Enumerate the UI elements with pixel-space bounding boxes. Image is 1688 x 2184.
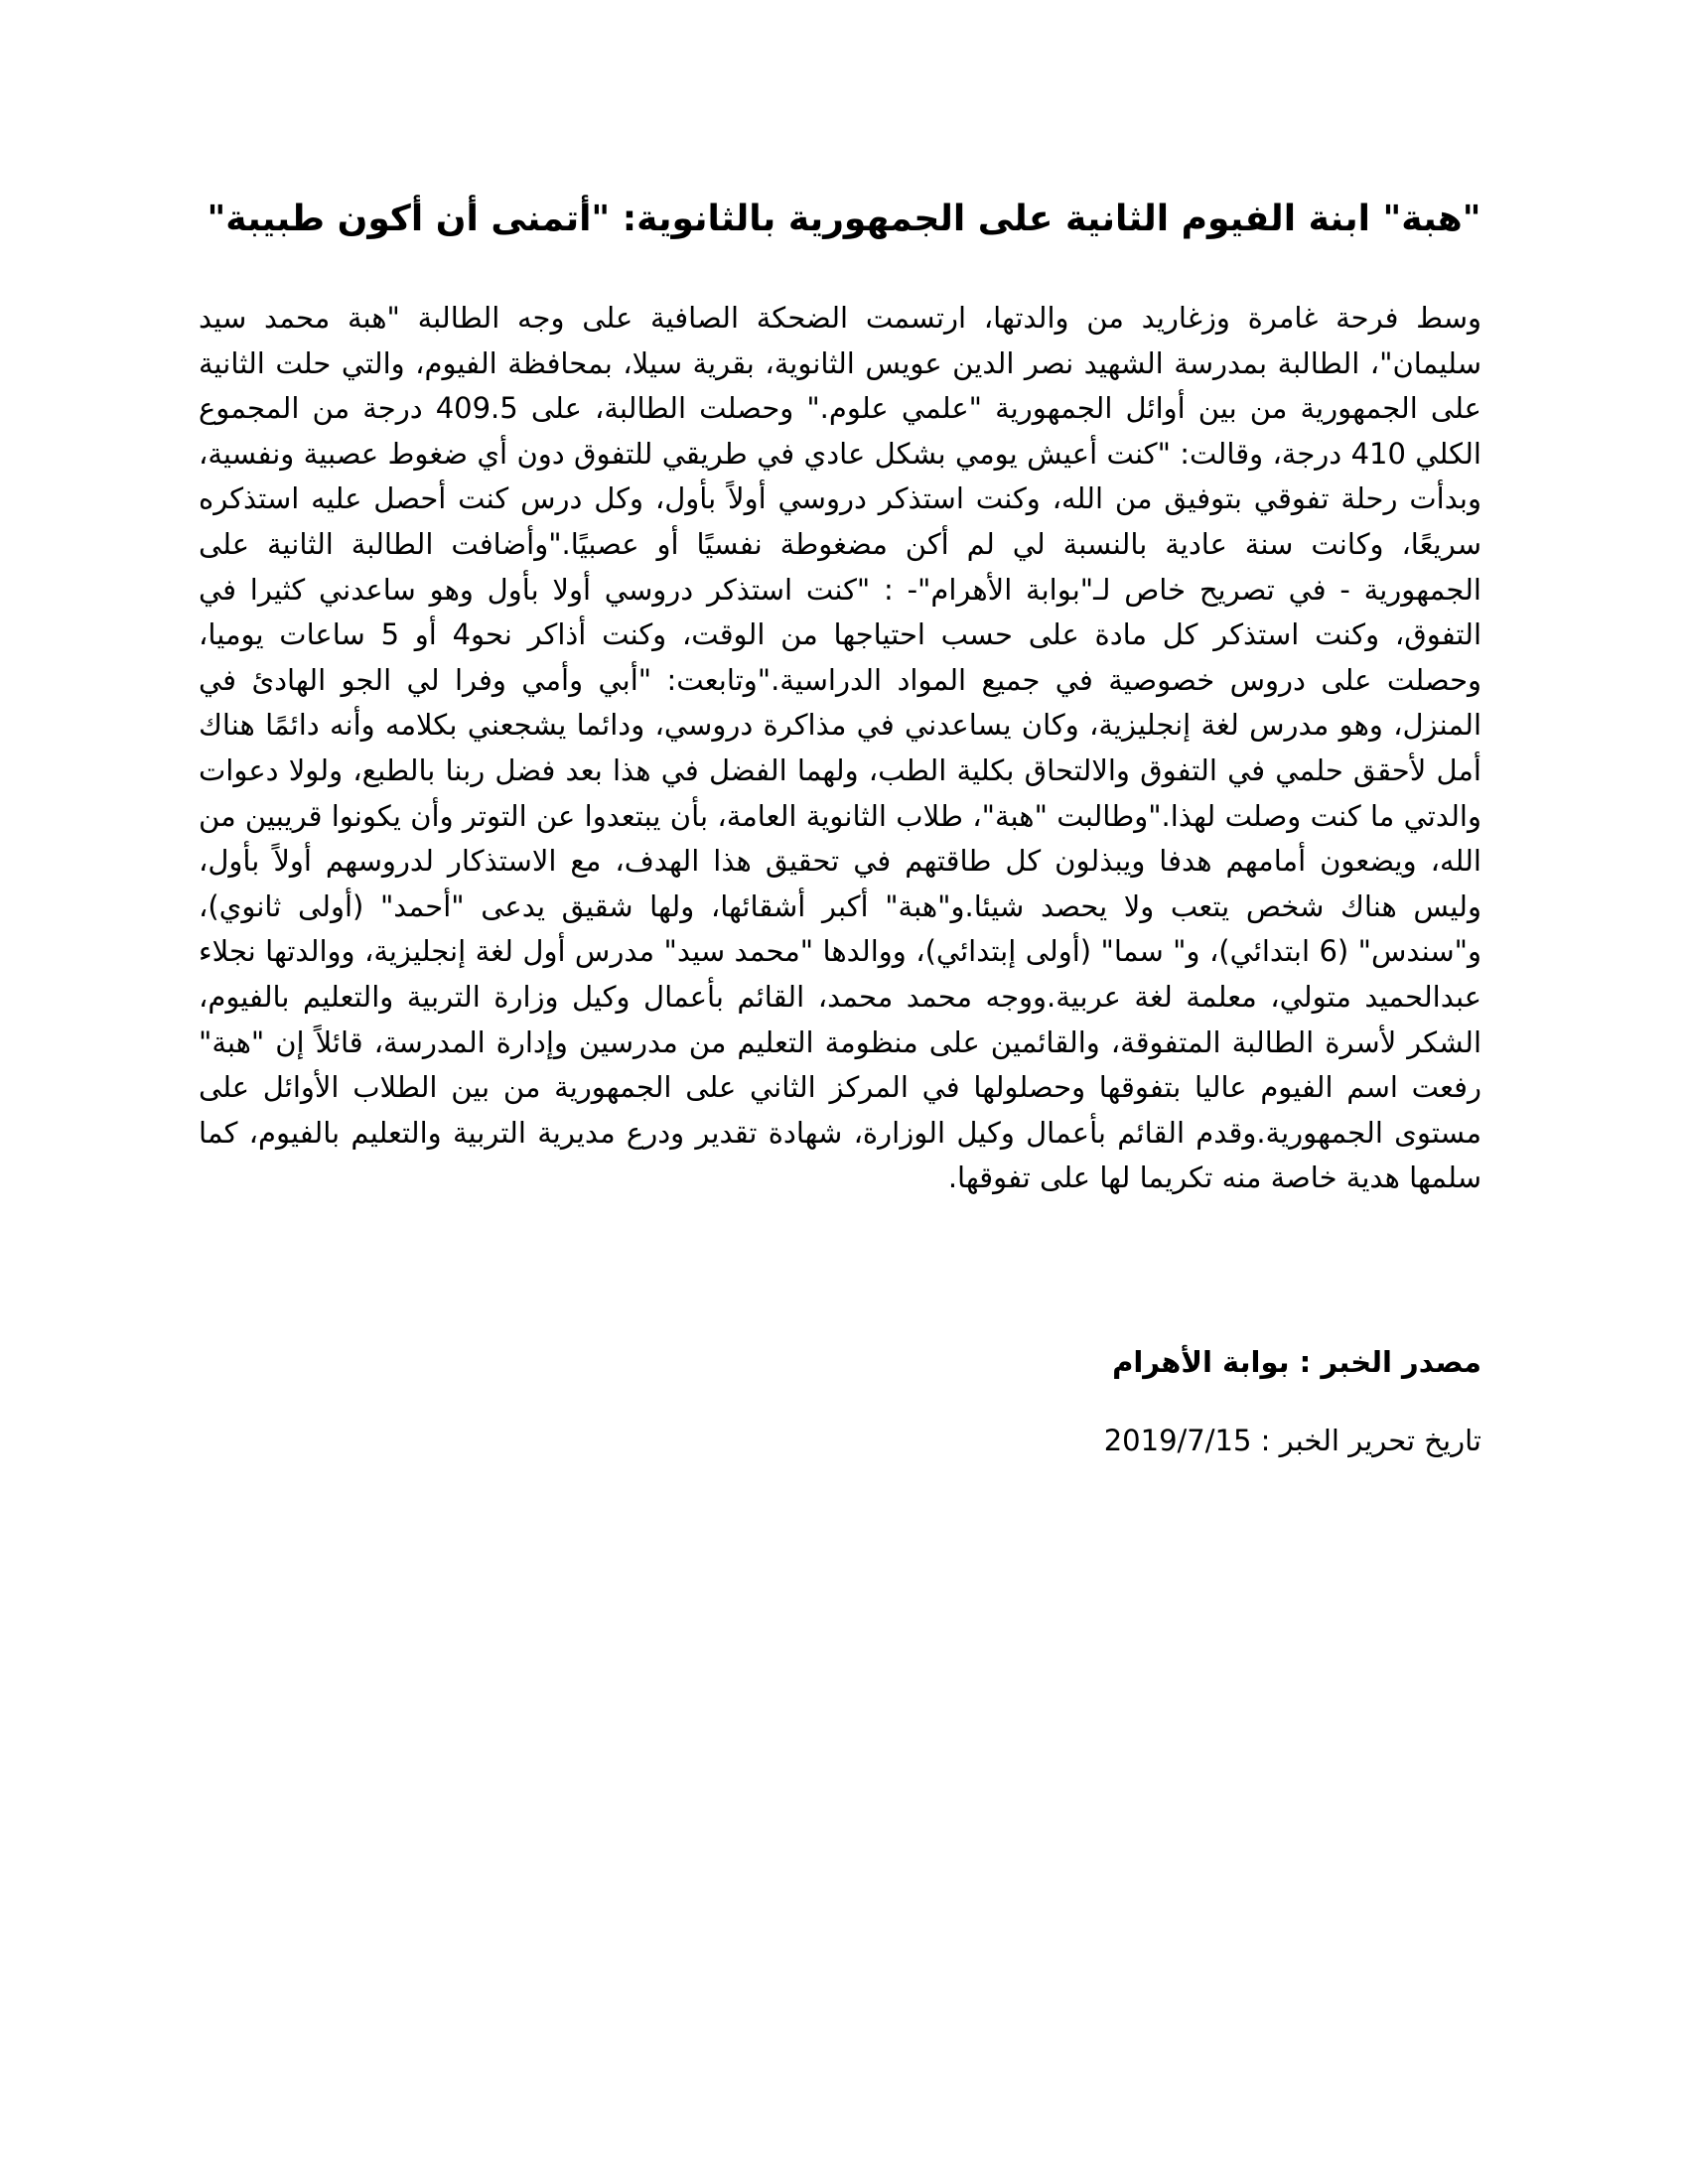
article-title: "هبة" ابنة الفيوم الثانية على الجمهورية بالثانوية: "أتمنى أن أكون طبيبة" bbox=[207, 199, 1481, 239]
news-source: مصدر الخبر : بوابة الأهرام bbox=[1112, 1345, 1481, 1379]
article-body: وسط فرحة غامرة وزغاريد من والدتها، ارتسمت الضحكة الصافية على وجه الطالبة "هبة محمد سيد سليمان"، الطالبة بمدرسة الشهيد نصر الدين عويس الثانوية، بقرية سيلا، بمحافظة الفيوم، والتي حلت الثانية على الجمهورية من بين أوائل الجمهورية "علمي علوم." وحصلت الطالبة، على 409.5 درجة من المجموع الكلي 410 درجة، وقالت: "كنت أعيش يومي بشكل عادي في طريقي للتفوق دون أي ضغوط عصبية ونفسية، وبدأت رحلة تفوقي بتوفيق من الله، وكنت استذكر دروسي أولاً بأول، وكل درس كنت أحصل عليه استذكره سريعًا، وكانت سنة عادية بالنسبة لي لم أكن مضغوطة نفسيًا أو عصبيًا."وأضافت الطالبة الثانية على الجمهورية - في تصريح خاص لـ"بوابة الأهرام"- : "كنت استذكر دروسي أولا بأول وهو ساعدني كثيرا في التفوق، وكنت استذكر كل مادة على حسب احتياجها من الوقت، وكنت أذاكر نحو4 أو 5 ساعات يوميا، وحصلت على دروس خصوصية في جميع المواد الدراسية."وتابعت: "أبي وأمي وفرا لي الجو الهادئ في المنزل، وهو مدرس لغة إنجليزية، وكان يساعدني في مذاكرة دروسي، ودائما يشجعني بكلامه وأنه دائمًا هناك أمل لأحقق حلمي في التفوق والالتحاق بكلية الطب، ولهما الفضل في هذا بعد فضل ربنا بالطبع، ولولا دعوات والدتي ما كنت وصلت لهذا."وطالبت "هبة"، طلاب الثانوية العامة، بأن يبتعدوا عن التوتر وأن يكونوا قريبين من الله، ويضعون أمامهم هدفا ويبذلون كل طاقتهم في تحقيق هذا الهدف، مع الاستذكار لدروسهم أولاً بأول، وليس هناك شخص يتعب ولا يحصد شيئا.و"هبة" أكبر أشقائها، ولها شقيق يدعى "أحمد" (أولى ثانوي)، و"سندس" (6 ابتدائي)، و" سما" (أولى إبتدائي)، ووالدها "محمد سيد" مدرس أول لغة إنجليزية، ووالدتها نجلاء عبدالحميد متولي، معلمة لغة عربية.ووجه محمد محمد، القائم بأعمال وكيل وزارة التربية والتعليم بالفيوم، الشكر لأسرة الطالبة المتفوقة، والقائمين على منظومة التعليم من مدرسين وإدارة المدرسة، قائلاً إن "هبة" رفعت اسم الفيوم عاليا بتفوقها وحصلولها في المركز الثاني على الجمهورية من بين الطلاب الأوائل على مستوى الجمهورية.وقدم القائم بأعمال وكيل الوزارة، شهادة تقدير ودرع مديرية التربية والتعليم بالفيوم، كما سلمها هدية خاصة منه تكريما لها على تفوقها. bbox=[199, 301, 1482, 1195]
edit-date: تاريخ تحرير الخبر : 2019/7/15 bbox=[1103, 1424, 1481, 1457]
